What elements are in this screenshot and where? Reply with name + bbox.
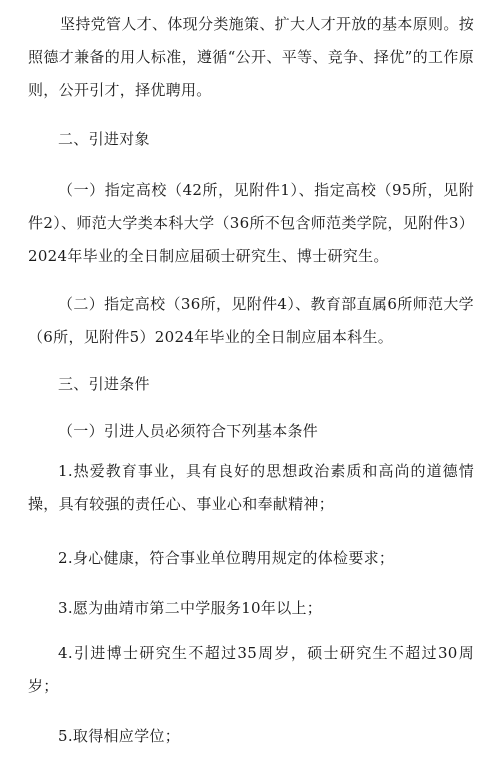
condition-item-3: 3.愿为曲靖市第二中学服务10年以上； [58,599,323,617]
conditions-subheading: （一）引进人员必须符合下列基本条件 [58,422,319,440]
principle-paragraph: 坚持党管人才、体现分类施策、扩大人才开放的基本原则。按照德才兼备的用人标准，遵循“公开、平等、竞争、择优”的工作原则，公开引才，择优聘用。 [28,15,474,99]
condition-item-2: 2.身心健康，符合事业单位聘用规定的体检要求； [58,549,395,567]
target-paragraph-2: （二）指定高校（36所，见附件4）、教育部直属6所师范大学（6所，见附件5）2024年毕业的全日制应届本科生。 [28,295,474,346]
condition-item-5: 5.取得相应学位； [58,727,181,745]
condition-item-4: 4.引进博士研究生不超过35周岁，硕士研究生不超过30周岁； [28,644,474,695]
section-heading-targets: 二、引进对象 [58,130,150,148]
condition-item-1: 1.热爱教育事业，具有良好的思想政治素质和高尚的道德情操，具有较强的责任心、事业心和奉献精神； [28,462,474,513]
target-paragraph-1: （一）指定高校（42所，见附件1）、指定高校（95所，见附件2）、师范大学类本科大学（36所不包含师范类学院，见附件3）2024年毕业的全日制应届硕士研究生、博士研究生。 [28,181,474,265]
section-heading-conditions: 三、引进条件 [58,375,150,393]
